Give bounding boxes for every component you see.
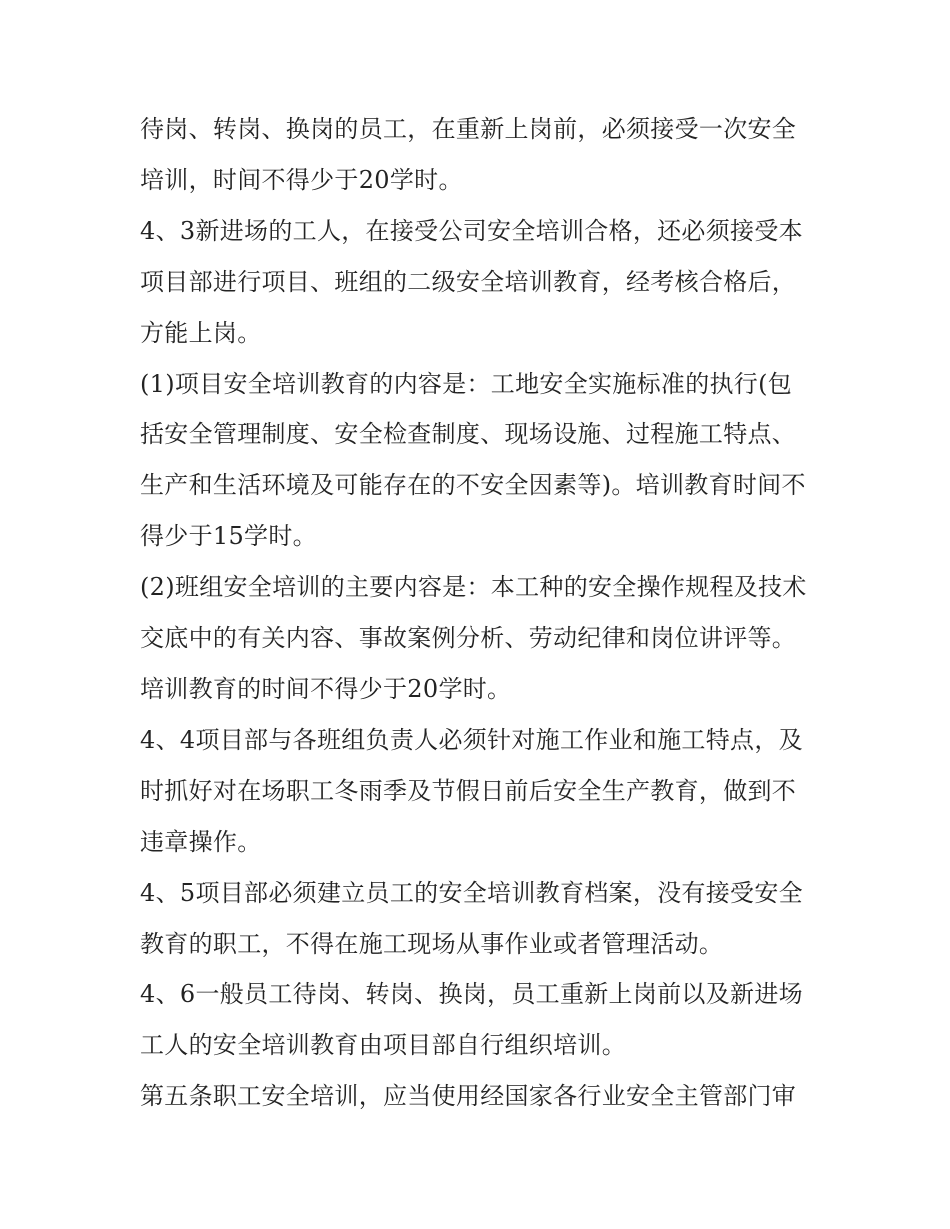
paragraph-4-3: 4、3新进场的工人，在接受公司安全培训合格，还必须接受本项目部进行项目、班组的二级安全培训教育，经考核合格后，方能上岗。: [140, 216, 803, 347]
paragraph-4-5: 4、5项目部必须建立员工的安全培训教育档案，没有接受安全教育的职工，不得在施工现场从事作业或者管理活动。: [140, 878, 803, 958]
paragraph-retraining: 待岗、转岗、换岗的员工，在重新上岗前，必须接受一次安全培训，时间不得少于20学时。: [140, 115, 797, 194]
paragraph-4-6: 4、6一般员工待岗、转岗、换岗，员工重新上岗前以及新进场工人的安全培训教育由项目部自行组织培训。: [140, 980, 803, 1060]
paragraph-article-5: 第五条职工安全培训，应当使用经国家各行业安全主管部门审: [140, 1082, 797, 1111]
paragraph-item-1: (1)项目安全培训教育的内容是：工地安全实施标准的执行(包括安全管理制度、安全检查制度、现场设施、过程施工特点、生产和生活环境及可能存在的不安全因素等)。培训教育时间不得少于15学时。: [140, 369, 806, 551]
paragraph-4-4: 4、4项目部与各班组负责人必须针对施工作业和施工特点，及时抓好对在场职工冬雨季及节假日前后安全生产教育，做到不违章操作。: [140, 725, 803, 856]
document-body: [140, 104, 816, 1122]
paragraph-item-2: (2)班组安全培训的主要内容是：本工种的安全操作规程及技术交底中的有关内容、事故案例分析、劳动纪律和岗位讲评等。培训教育的时间不得少于20学时。: [140, 573, 807, 703]
